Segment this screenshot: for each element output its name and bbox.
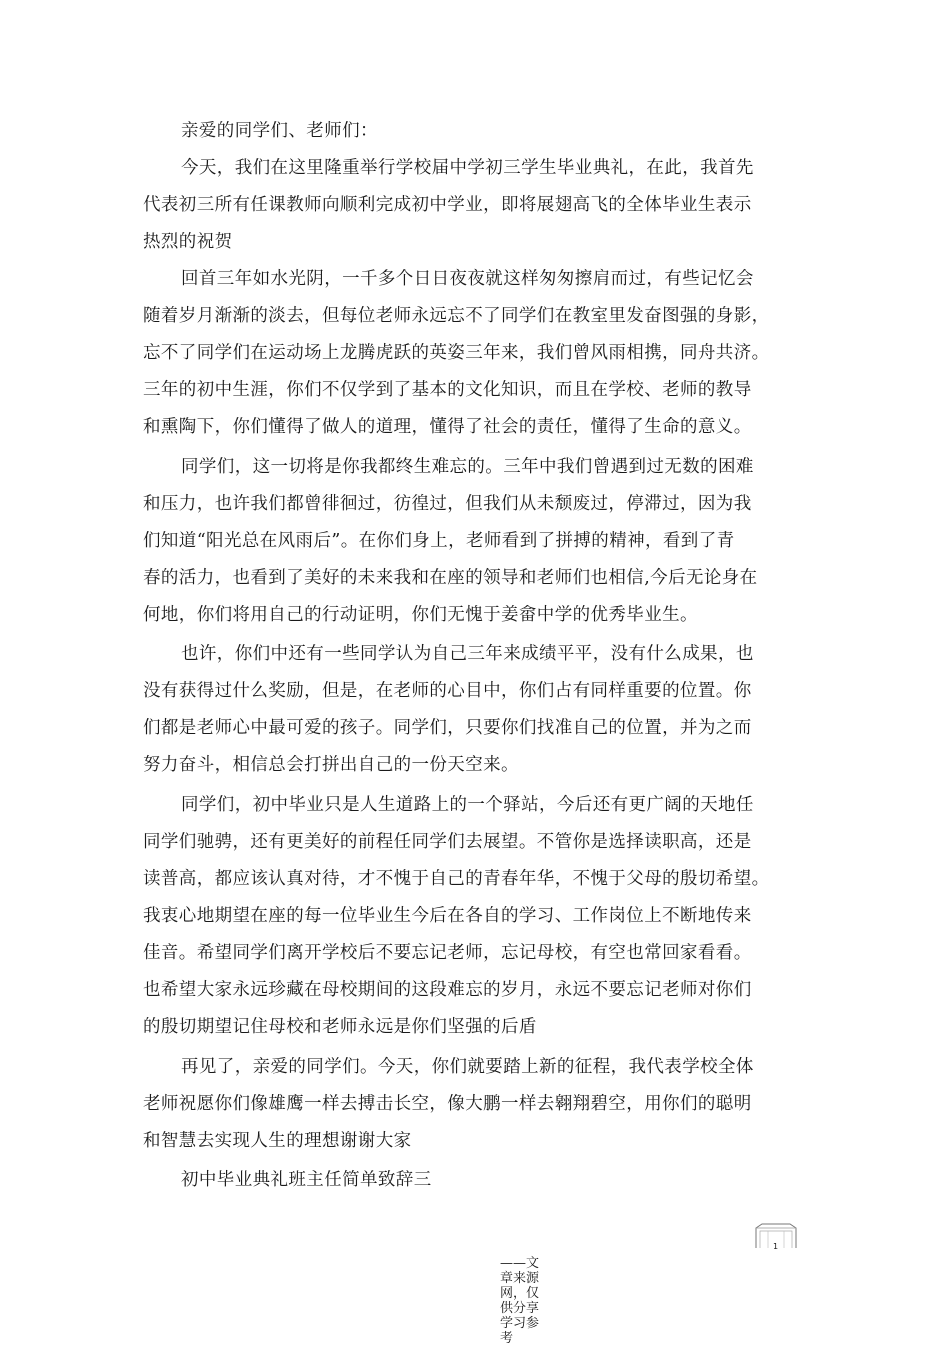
text-line: 和熏陶下，你们懂得了做人的道理，懂得了社会的责任，懂得了生命的意义。 [143, 417, 752, 437]
text-line: 同学们驰骋，还有更美好的前程任同学们去展望。不管你是选择读职高，还是 [143, 832, 752, 852]
text-line: 再见了，亲爱的同学们。今天，你们就要踏上新的征程，我代表学校全体 [181, 1057, 754, 1077]
text-line: 回首三年如水光阴，一千多个日日夜夜就这样匆匆擦肩而过，有些记忆会 [181, 269, 754, 289]
text-line: 也希望大家永远珍藏在母校期间的这段难忘的岁月，永远不要忘记老师对你们 [143, 980, 752, 1000]
text-line: 初中毕业典礼班主任简单致辞三 [181, 1170, 432, 1190]
text-line: 何地，你们将用自己的行动证明，你们无愧于姜畲中学的优秀毕业生。 [143, 605, 698, 625]
text-line: 随着岁月渐渐的淡去，但每位老师永远忘不了同学们在教室里发奋图强的身影， [143, 306, 770, 326]
text-line: 和压力，也许我们都曾徘徊过，彷徨过，但我们从未颓废过，停滞过，因为我 [143, 494, 752, 514]
text-line: 读普高，都应该认真对待，才不愧于自己的青春年华，不愧于父母的殷切希望。 [143, 869, 770, 889]
text-line: 忘不了同学们在运动场上龙腾虎跃的英姿三年来，我们曾风雨相携，同舟共济。 [143, 343, 770, 363]
text-line: 也许，你们中还有一些同学认为自己三年来成绩平平，没有什么成果，也 [181, 644, 754, 664]
text-line: 们知道“阳光总在风雨后”。在你们身上，老师看到了拼搏的精神，看到了青 [143, 531, 735, 551]
page-number: 1 [773, 1242, 779, 1251]
text-line: 三年的初中生涯，你们不仅学到了基本的文化知识，而且在学校、老师的教导 [143, 380, 752, 400]
text-line: 和智慧去实现人生的理想谢谢大家 [143, 1131, 412, 1151]
text-line: 热烈的祝贺 [143, 232, 233, 252]
text-line: 春的活力，也看到了美好的未来我和在座的领导和老师们也相信,今后无论身在 [143, 568, 758, 588]
text-line: 今天，我们在这里隆重举行学校届中学初三学生毕业典礼，在此，我首先 [181, 158, 754, 178]
source-note: ——文章来源网，仅供分享学习参考 [500, 1256, 540, 1346]
text-line: 代表初三所有任课教师向顺利完成初中学业，即将展翅高飞的全体毕业生表示 [143, 195, 752, 215]
text-line: 佳音。希望同学们离开学校后不要忘记老师，忘记母校，有空也常回家看看。 [143, 943, 752, 963]
text-line: 我衷心地期望在座的每一位毕业生今后在各自的学习、工作岗位上不断地传来 [143, 906, 752, 926]
text-line: 的殷切期望记住母校和老师永远是你们坚强的后盾 [143, 1017, 537, 1037]
text-line: 老师祝愿你们像雄鹰一样去搏击长空，像大鹏一样去翱翔碧空，用你们的聪明 [143, 1094, 752, 1114]
text-line: 亲爱的同学们、老师们： [181, 121, 378, 141]
text-line: 努力奋斗，相信总会打拼出自己的一份天空来。 [143, 755, 519, 775]
text-line: 们都是老师心中最可爱的孩子。同学们，只要你们找准自己的位置，并为之而 [143, 718, 752, 738]
text-line: 同学们，初中毕业只是人生道路上的一个驿站，今后还有更广阔的天地任 [181, 795, 754, 815]
text-line: 同学们，这一切将是你我都终生难忘的。三年中我们曾遇到过无数的困难 [181, 457, 754, 477]
text-line: 没有获得过什么奖励，但是，在老师的心目中，你们占有同样重要的位置。你 [143, 681, 752, 701]
